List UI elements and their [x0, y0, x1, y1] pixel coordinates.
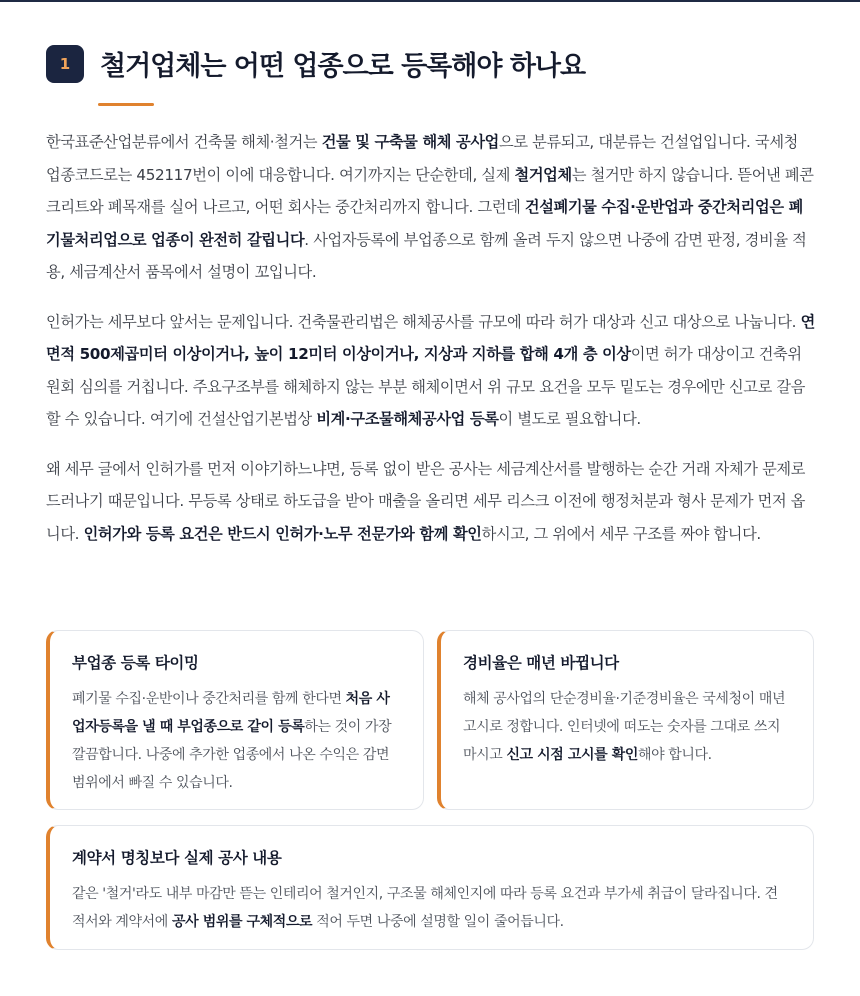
text-run: 으로 분류되고, 대분류는 건설업입니다. 국세청 업종코드로는 452117번이 이에 대응합니다. 여기까지는 단순한데, 실제	[46, 133, 798, 184]
paragraph-why-permits-first	[46, 453, 816, 551]
bold-run: 공사 범위를 구체적으로	[171, 914, 313, 930]
text-run: 적어 두면 나중에 설명할 일이 줄어듭니다.	[312, 914, 564, 930]
text-run: 폐기물 수집·운반이나 중간처리를 함께 한다면	[72, 691, 346, 707]
bold-run: 연면적 500제곱미터 이상이거나, 높이 12미터 이상이거나, 지상과 지하를 합해 4개 층 이상	[46, 312, 815, 363]
text-run: 왜 세무 글에서 인허가를 먼저 이야기하느냐면, 등록 없이 받은 공사는 세금계산서를 발행하는 순간 거래 자체가 문제로 드러나기 때문입니다. 무등록 상태로 하도급을 받아 매출을 올리면 세무 리스크 이전에 행정처분과 형사 문제가 먼저 옵니다.	[46, 459, 806, 543]
bold-run: 건물 및 구축물 해체 공사업	[321, 133, 499, 151]
bold-run: 신고 시점 고시를 확인	[506, 747, 638, 763]
text-run: 해야 합니다.	[637, 747, 712, 763]
card-text	[72, 685, 399, 797]
text-run: 하시고, 그 위에서 세무 구조를 짜야 합니다.	[481, 524, 761, 543]
text-run: 한국표준산업분류에서 건축물 해체·철거는	[46, 133, 322, 151]
text-run: 같은 '철거'라도 내부 마감만 뜯는 인테리어 철거인지, 구조물 해체인지에 따라 등록 요건과 부가세 취급이 달라집니다. 견적서와 계약서에	[72, 886, 778, 930]
section-number-badge: 1	[46, 45, 84, 83]
card-title: 부업종 등록 타이밍	[72, 654, 199, 672]
section-header	[46, 44, 585, 83]
tip-card-sub-industry-timing	[46, 630, 424, 810]
text-run: 하는 것이 가장 깔끔합니다. 나중에 추가한 업종에서 나온 수익은 감면 범위에서 빠질 수 있습니다.	[72, 719, 392, 791]
text-run: 인허가는 세무보다 앞서는 문제입니다. 건축물관리법은 해체공사를 규모에 따라 허가 대상과 신고 대상으로 나눕니다.	[46, 312, 801, 331]
bold-run: 건설폐기물 수집·운반업과 중간처리업은 폐기물처리업으로 업종이 완전히 갈립니다	[46, 198, 803, 249]
article-body	[46, 126, 816, 567]
card-title: 경비율은 매년 바뀝니다	[463, 654, 619, 672]
text-run: 는 철거만 하지 않습니다. 뜯어낸 폐콘크리트와 폐목재를 실어 나르고, 어떤 회사는 중간처리까지 합니다. 그런데	[46, 165, 814, 216]
tip-card-contract-scope	[46, 825, 814, 950]
bold-run: 인허가와 등록 요건은 반드시 인허가·노무 전문가와 함께 확인	[83, 524, 482, 543]
tip-card-expense-rate	[437, 630, 814, 810]
top-divider	[0, 0, 860, 2]
title-accent-underline	[98, 103, 154, 106]
bold-run: 처음 사업자등록을 낼 때 부업종으로 같이 등록	[72, 691, 390, 735]
text-run: 해체 공사업의 단순경비율·기준경비율은 국세청이 매년 고시로 정합니다. 인터넷에 떠도는 숫자를 그대로 쓰지 마시고	[463, 691, 786, 763]
section-title: 철거업체는 어떤 업종으로 등록해야 하나요	[100, 51, 586, 82]
card-title: 계약서 명칭보다 실제 공사 내용	[72, 849, 282, 867]
paragraph-permits	[46, 306, 816, 436]
card-text	[463, 685, 789, 769]
text-run: 이 별도로 필요합니다.	[498, 410, 641, 428]
bold-run: 철거업체	[514, 165, 572, 184]
bold-run: 비계·구조물해체공사업 등록	[316, 410, 499, 428]
text-run: . 사업자등록에 부업종으로 함께 올려 두지 않으면 나중에 감면 판정, 경비율 적용, 세금계산서 품목에서 설명이 꼬입니다.	[46, 230, 807, 281]
paragraph-industry-classification	[46, 126, 816, 289]
text-run: 이면 허가 대상이고 건축위원회 심의를 거칩니다. 주요구조부를 해체하지 않는 부분 해체이면서 위 규모 요건을 모두 밑도는 경우에만 신고로 갈음할 수 있습니다. 여기에 건설산업기본법상	[46, 345, 806, 428]
card-text	[72, 880, 789, 936]
